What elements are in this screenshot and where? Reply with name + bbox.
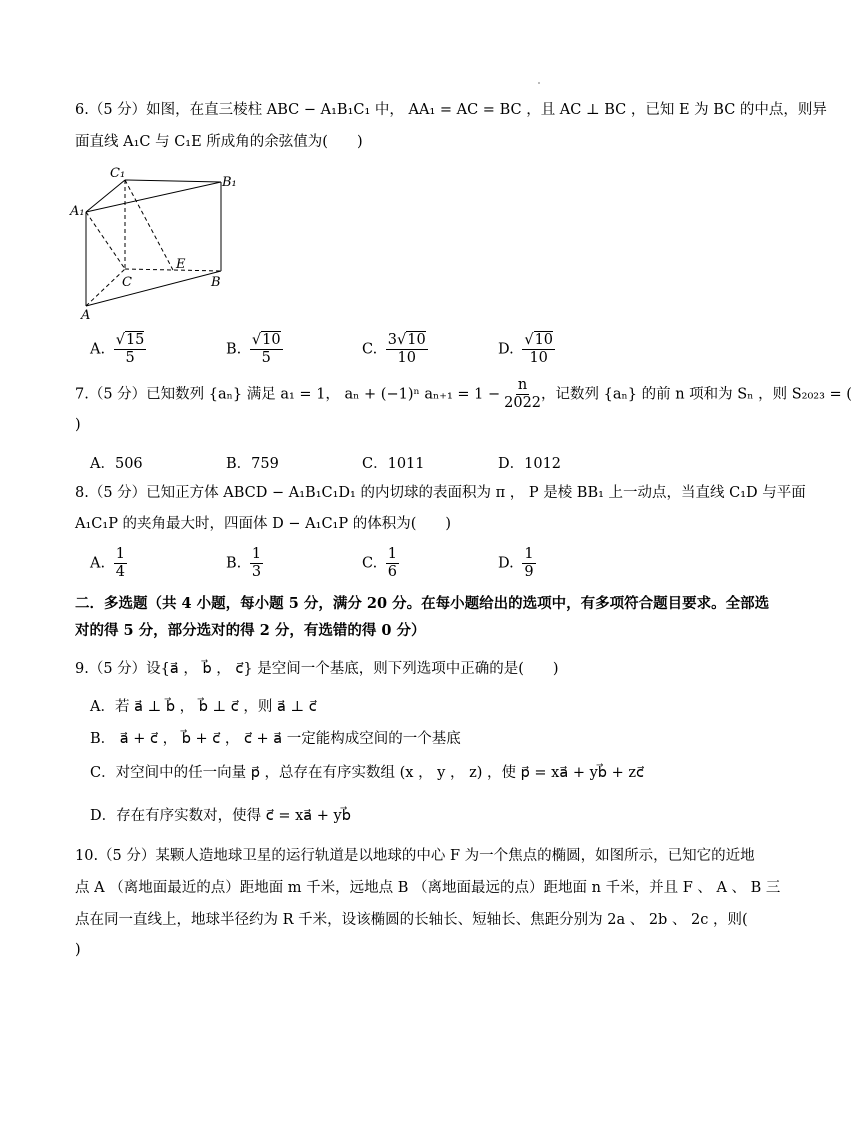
q7-option-d[interactable]: D．1012 (498, 456, 562, 472)
q8-stem-line2: A₁C₁P 的夹角最大时，四面体 D − A₁C₁P 的体积为( ) (75, 516, 452, 532)
q6-option-c[interactable] (362, 332, 428, 367)
frac-num: 1 (251, 546, 262, 562)
option-letter: A. (90, 341, 106, 358)
option-fraction: $\frac{3√10}{10}$ (387, 332, 426, 366)
denominator: 10 (529, 350, 548, 366)
q9-option-c[interactable]: C．对空间中的任一向量 p⃗ ，总存在有序实数组 (x ， y ， z) ，使 p⃗ = xa⃗ + yb⃗ + zc⃗ (90, 765, 644, 781)
q9-option-a[interactable]: A．若 a⃗ ⊥ b⃗ ， b⃗ ⊥ c⃗ ，则 a⃗ ⊥ c⃗ (90, 699, 317, 715)
radicand: 10 (407, 332, 426, 348)
frac-num: n (517, 377, 528, 393)
q10-stem-line4: ) (75, 942, 81, 958)
q10-stem-line1: 10.（5 分）某颗人造地球卫星的运行轨道是以地球的中心 F 为一个焦点的椭圆，如图所示，已知它的近地 (75, 848, 755, 864)
q7-stem-part2: ，记数列 {aₙ} 的前 n 项和为 Sₙ ，则 S₂₀₂₃ = ( (541, 386, 852, 403)
q10-stem-line3: 点在同一直线上，地球半径约为 R 千米，设该椭圆的长轴长、短轴长、焦距分别为 2a 、 2b 、 2c ，则( (75, 912, 748, 928)
q6-option-a[interactable] (90, 332, 146, 367)
label-a1: A₁ (70, 204, 85, 219)
option-fraction: $\frac{√10}{5}$ (251, 332, 281, 366)
option-letter: D. (498, 341, 514, 358)
section2-heading-line2: 对的得 5 分，部分选对的得 2 分，有选错的得 0 分） (75, 622, 426, 639)
q7-stem-line2: ) (75, 417, 81, 433)
label-a: A (81, 308, 91, 323)
q7-option-b[interactable]: B．759 (226, 456, 279, 472)
frac-num: 1 (387, 546, 398, 562)
label-b1: B₁ (222, 175, 237, 190)
label-c1: C₁ (110, 166, 126, 181)
denominator: 10 (397, 350, 416, 366)
q8-stem-line1: 8.（5 分）已知正方体 ABCD − A₁B₁C₁D₁ 的内切球的表面积为 π ， P 是棱 BB₁ 上一动点，当直线 C₁D 与平面 (75, 485, 806, 501)
label-c: C (122, 275, 132, 290)
q10-stem-line2: 点 A （离地面最近的点）距地面 m 千米，远地点 B （离地面最远的点）距地面 n 千米，并且 F 、 A 、 B 三 (75, 880, 781, 896)
q8-option-c[interactable] (362, 546, 399, 581)
frac-den: 2022 (504, 395, 542, 411)
q8-option-a[interactable] (90, 546, 127, 581)
q9-stem: 9.（5 分）设{a⃗ ， b⃗ ， c⃗} 是空间一个基底，则下列选项中正确的是( ) (75, 661, 559, 677)
q9-option-d[interactable]: D．存在有序实数对，使得 c⃗ = xa⃗ + yb⃗ (90, 808, 351, 824)
option-fraction (386, 546, 399, 581)
segment-c1e-hidden (125, 180, 173, 270)
q7-option-a[interactable]: A．506 (90, 456, 143, 472)
frac-num: 1 (524, 546, 534, 562)
option-letter: B. (226, 341, 242, 358)
q8-option-b[interactable] (226, 546, 263, 581)
q8-option-d[interactable] (498, 546, 536, 581)
frac-den: 6 (387, 564, 398, 580)
option-fraction (250, 546, 263, 581)
label-e: E (176, 257, 186, 272)
q7-stem-line1 (75, 377, 852, 412)
option-fraction (522, 546, 535, 581)
radicand: 10 (262, 332, 281, 348)
option-letter: D. (498, 555, 514, 572)
frac-den: 9 (524, 564, 534, 580)
q6-option-d[interactable] (498, 332, 555, 367)
edge-c1b1 (125, 180, 221, 182)
q7-stem-part1: 7.（5 分）已知数列 {aₙ} 满足 a₁ = 1， aₙ + (−1)ⁿ aₙ₊₁ = 1 − (75, 386, 501, 403)
frac-den: 3 (251, 564, 262, 580)
option-fraction: $\frac{√10}{10}$ (524, 332, 554, 366)
frac-den: 4 (115, 564, 125, 580)
option-letter: C. (362, 341, 378, 358)
radicand: 15 (125, 332, 145, 348)
option-fraction (114, 546, 127, 581)
segment-a1c-hidden (86, 212, 125, 269)
option-letter: A. (90, 555, 106, 572)
edge-a1b1 (86, 182, 221, 212)
q6-stem-line1: 6.（5 分）如图，在直三棱柱 ABC − A₁B₁C₁ 中， AA₁ = AC = BC ，且 AC ⊥ BC ，已知 E 为 BC 的中点，则异 (75, 102, 827, 118)
frac-num: 1 (115, 546, 125, 562)
section2-heading-line1: 二．多选题（共 4 小题，每小题 5 分，满分 20 分。在每小题给出的选项中，有多项符合题目要求。全部选 (75, 595, 770, 612)
q9-option-b[interactable]: B． a⃗ + c⃗ ， b⃗ + c⃗ ， c⃗ + a⃗ 一定能构成空间的一个基底 (90, 731, 461, 747)
radicand: 10 (534, 332, 554, 348)
option-letter: B. (226, 555, 242, 572)
q6-stem-line2: 面直线 A₁C 与 C₁E 所成角的余弦值为( ) (75, 134, 363, 150)
stray-mark (538, 82, 540, 84)
option-letter: C. (362, 555, 378, 572)
q7-fraction (504, 377, 541, 412)
denominator: 5 (261, 350, 271, 366)
label-b: B (211, 275, 221, 290)
option-fraction: $\frac{√15}{5}$ (115, 332, 145, 366)
q6-option-b[interactable] (226, 332, 283, 367)
prism-figure (66, 162, 236, 322)
edge-ab (86, 271, 221, 306)
denominator: 5 (125, 350, 135, 366)
q7-option-c[interactable]: C．1011 (362, 456, 425, 472)
coefficient: 3 (387, 332, 398, 348)
